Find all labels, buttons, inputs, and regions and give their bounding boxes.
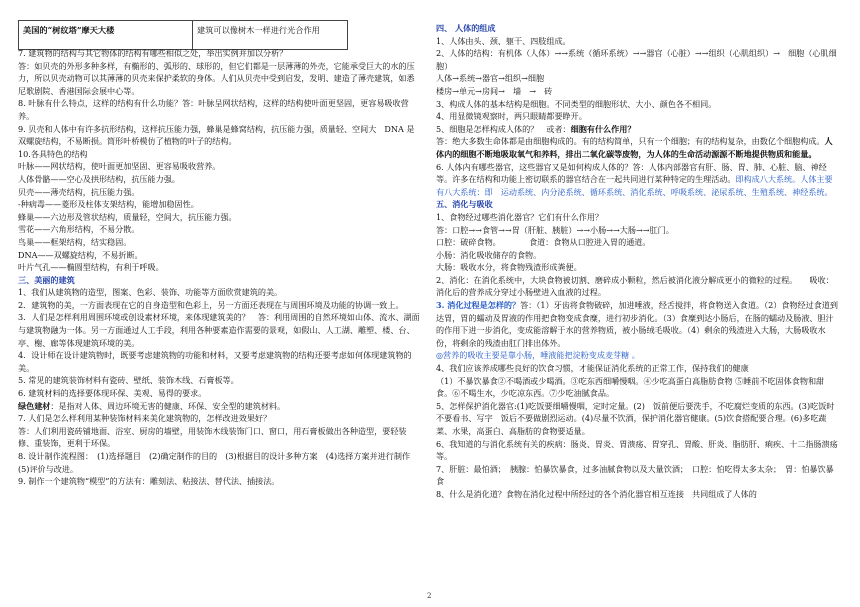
structure-item: 贝壳——薄壳结构，抗压能力强。 — [18, 186, 140, 197]
building-answer-7: 答：人们利用瓷砖铺地面、浴室、厨房的墙壁，用装饰木线装饰门口、窗口，用石膏板做出各种造型，要轻装修、重装饰，更利于环保。 — [18, 425, 407, 449]
building-item-1: 1、我们从建筑物的造型，图案、色彩、装饰、功能等方面欣赏建筑的美。 — [18, 287, 283, 298]
digest-process-question: 3. 消化过程是怎样的？ — [436, 300, 521, 311]
structure-item: DNA——双螺旋结构，不易折断。 — [18, 249, 143, 260]
cell-answer — [436, 135, 840, 160]
cell-question: 5、细胞是怎样构成人体的？ 或者： — [436, 123, 571, 134]
structure-item: 雪花——六角形结构，不易分散。 — [18, 224, 140, 235]
structure-item: 叶片气孔——椭圆型结构，有利于呼吸。 — [18, 262, 164, 273]
green-material-text: ：是指对人体、周边环境无害的健康、环保、安全型的建筑材料。 — [50, 400, 286, 411]
digest-item-7: 7、肝脏：最怕酒； 胰腺：怕暴饮暴食，过多油腻食物以及大量饮酒； 口腔：怕吃得太多太杂； 胃：怕暴饮暴食 — [436, 463, 834, 487]
digest-item-5: 5、怎样保护消化器官:(1)吃饭要细嚼慢咽，定时定量。(2) 饭前便后要洗手，不吃腐烂变质的东西。(3)吃饭时不要看书、写字 饭后不要做剧烈运动。(4)尽量不饮酒，保护消化器官健康。(5)饮食搭配要合理。(6)多吃蔬菜、水果，高蛋白、高脂肪的食物要适量。 — [436, 400, 835, 436]
question-7: 7. 建筑物的结构与其它物体的结构有哪些相似之处，举出实例并加以分析？ — [18, 48, 288, 58]
digest-organ-small-intestine: 小肠：消化吸收储存的食物。 — [436, 249, 542, 260]
cell-answer-text: 答：绝大多数生命体都是由细胞构成的。有的结构简单，只有一个细胞；有的结构复杂，由数亿个细胞构成。 — [436, 136, 825, 147]
body-item-4: 4、用显微镜观察时，两只眼睛都要睁开。 — [436, 111, 587, 122]
structure-item: 叶脉——网状结构，使叶面更加坚固、更容易吸收营养。 — [18, 161, 221, 172]
section-heading-3: 三、美丽的建筑 — [18, 274, 75, 285]
question-10: 10.各具特色的结构 — [18, 148, 88, 159]
digest-process-answer: 答：（1）牙齿将食物破碎，加进唾液，经舌搅拌，将食物送入食道。（2）食物经过食道到达胃，胃的蠕动及胃液的作用把食物变成食糜，进行初步消化。（3）食糜到达小肠后，在肠的蠕动及肠液、胆汁的作用下进一步消化，变成能溶解于水的营养物质，被小肠绒毛吸收。（4）剩余的残渣进入大肠，大肠吸收水份，将剩余的残渣由肛门排出体外。 — [436, 300, 838, 348]
question-9: 9. 贝壳和人体中有许多抗形结构，这样抗压能力强，蜂巢是蜂窝结构，抗压能力强，质量轻、空间大 DNA 是双螺旋结构，不易断损。筒形叶桥模仿了植物的叶子的结构。 — [18, 123, 415, 147]
section-heading-4: 四、 人体的组成 — [436, 23, 496, 33]
absorption-note: ◎营养的吸收主要是靠小肠，唾液能把淀粉变成麦芽糖 。 — [436, 350, 640, 361]
building-analogy: 楼房→单元→房间→ 墙 → 砖 — [436, 85, 553, 96]
question-8: 8. 叶脉有什么特点，这样的结构有什么功能？答：叶脉呈网状结构，这样的结构使叶面更坚固，更容易吸收营养。 — [18, 98, 409, 121]
digest-item-4: 4、我们应该养成哪些良好的饮食习惯，才能保证消化系统的正常工作，保持我们的健康 — [436, 363, 749, 374]
digest-item-3 — [436, 299, 840, 349]
section-heading-5: 五、消化与吸收 — [436, 199, 493, 210]
digest-item-1: 1、食物经过哪些消化器官？它们有什么作用？ — [436, 211, 604, 222]
eating-habits: （1）不暴饮暴食②不喝酒或少喝酒。③吃东西细嚼慢咽。④少吃高蛋白高脂肪食物 ⑤睡前不吃固体食物和甜食。⑥不喝生水，少吃凉东西。⑦少吃油腻食品。 — [436, 375, 825, 399]
digest-item-8: 8、什么是消化道？食物在消化过程中所经过的各个消化器官相互连接 共同组成了人体的 — [436, 488, 757, 499]
building-item-3: 3．人们是怎样利用周围环境或创设素材环境，来体现建筑美的？ 答：利用周围的自然环境如山体、流水、湖面与建筑物融为一体。另一方面通过人工手段，利用各种要素造作需要的景观，如假山、人工湖、雕塑、楼、台、亭、榭、廊等体现建筑环境的美。 — [18, 312, 420, 348]
building-item-7: 7. 人们是怎么样利用某种装饰材料来美化建筑物的，怎样改进效果好？ — [18, 413, 272, 424]
body-chain: 人体→系统→器官→组织→细胞 — [436, 73, 545, 84]
page-number: 2 — [427, 592, 432, 600]
building-item-8: 8. 设计制作流程图： (1)选择题目 (2)确定制作的目的 (3)根据目的设计多种方案 (4)选择方案并进行制作 (5)评价与改进。 — [18, 451, 419, 474]
left-column — [18, 47, 422, 488]
building-item-2: 2．建筑物的美，一方面表现在它的自身造型和色彩上，另一方面还表现在与周围环境及功能的协调一致上。 — [18, 299, 404, 310]
header-table — [18, 20, 348, 50]
organ-answer: 6. 人体内有哪些器官，这些器官又是如何构成人体的？答：人体内部器官有肝、肠、胃、肺、心脏、脑、神经等。许多在结构和功能上密切联系的器官结合在一起共同进行某种特定的生理活动。 — [436, 161, 827, 185]
cell-answer-bold: 人体内的细胞不断地吸取氧气和养料，排出二氧化碳等废物，为人体的生命活动源源不断地提供物质和能量。 — [436, 136, 833, 159]
building-item-9: 9. 制作一个建筑物“模型”的方法有：雕刻法、粘接法、替代法、插接法。 — [18, 476, 280, 487]
header-cell-building: 美国的“树纹塔”摩天大楼 — [19, 21, 193, 50]
structure-item: -种病毒——菱形及柱体支架结构，能增加稳固性。 — [18, 199, 199, 210]
building-item-5: 5. 常见的建筑装饰材料有瓷砖、壁纸、装饰木线、石膏板等。 — [18, 375, 239, 386]
green-material-definition — [18, 400, 422, 413]
eight-systems: 即构成八大系统。人体主要有八大系统：即 运动系统、内分泌系统、循环系统、消化系统、呼吸系统、泌尿系统、生殖系统、神经系统。 — [436, 174, 833, 197]
right-column — [436, 22, 840, 501]
header-cell-caption: 建筑可以像树木一样进行光合作用 — [193, 21, 348, 50]
body-item-2: 2、人体的结构：有机体（人体）→→系统（循环系统）→→器官（心脏）→→组织（心肌组织）→ 细胞（心肌细胞） — [436, 48, 837, 71]
digest-answer-1: 答：口腔→→食管→→胃（肝脏、胰脏）→→小肠→→大肠→→肛门。 — [436, 224, 674, 235]
digest-organ-large-intestine: 大肠：吸收水分，将食物残渣形成粪便。 — [436, 262, 582, 273]
body-item-5 — [436, 123, 840, 136]
cell-function-question: 细胞有什么作用？ — [570, 123, 636, 134]
answer-7: 答：如贝壳的外形多种多样，有椭形的、弧形的、球形的，但它们都是一层薄薄的外壳，它能承受巨大的水的压力，所以贝壳动物可以其薄薄的贝壳来保护柔软的身体。人们从贝壳中受到启发，发明、建造了薄壳建筑，如悉尼歌剧院、香港国际会展中心等。 — [18, 60, 415, 96]
structure-item: 鸟巢——框架结构，结实稳固。 — [18, 236, 132, 247]
body-item-6 — [436, 161, 840, 199]
building-item-4: 4．设计师在设计建筑物时，既要考虑建筑物的功能和材料，又要考虑建筑物的结构还要考虑如何体现建筑物的美。 — [18, 350, 412, 373]
digest-item-6: 6、我知道的与消化系统有关的疾病：肠炎、胃炎、胃溃疡、胃穿孔、胃酸、肝炎、脂肪肝、痢疾、十二指肠溃疡等。 — [436, 438, 838, 462]
body-item-1: 1、人体由头、颈、躯干、四肢组成。 — [436, 35, 571, 46]
body-item-3: 3、构成人体的基本结构是细胞。不同类型的细胞形状、大小、颜色各不相同。 — [436, 98, 717, 109]
digest-organ-mouth: 口腔：破碎食物。 食道：食物从口腔进入胃的通道。 — [436, 237, 651, 248]
structure-item: 人体骨骼——空心及拱形结构，抗压能力强。 — [18, 173, 180, 184]
structure-item: 蜂巢——六边形及管状结构，质量轻，空间大，抗压能力强。 — [18, 211, 237, 222]
digest-item-2: 2、消化：在消化系统中，大块食物被切割、磨碎成小颗粒，然后被消化液分解成更小的微粒的过程。 吸收：消化后的营养成分穿过小肠壁进入血液的过程。 — [436, 274, 834, 298]
building-item-6: 6. 建筑材料的选择要体现环保、美观、易得的要求。 — [18, 388, 207, 399]
green-material-label: 绿色建材 — [18, 400, 51, 411]
